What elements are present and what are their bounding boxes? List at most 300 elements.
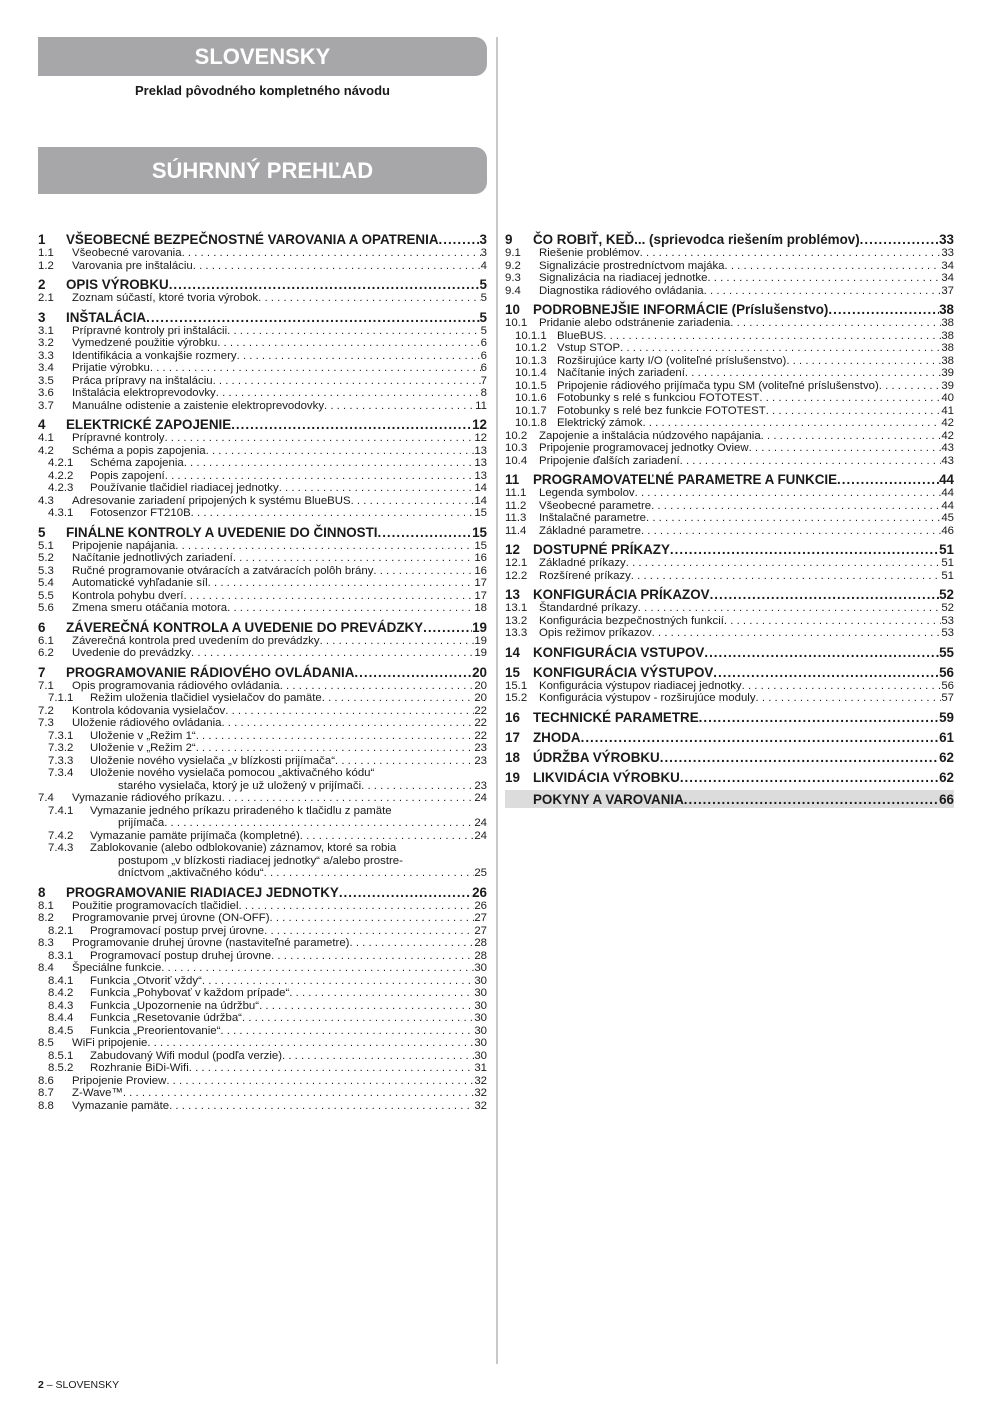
toc-entry-page: 30 (474, 1012, 487, 1024)
toc-entry-number: 8.4.3 (48, 999, 74, 1012)
toc-leader-dots (761, 430, 942, 443)
toc-section-entry[interactable] (505, 627, 954, 640)
toc-entry-title: Špeciálne funkcie (72, 962, 162, 974)
toc-section-entry[interactable] (505, 285, 954, 298)
toc-section-entry[interactable] (38, 647, 487, 660)
toc-section-entry[interactable] (38, 432, 487, 445)
toc-entry-page: 33 (941, 247, 954, 259)
toc-entry-title: ZHODA (533, 729, 581, 745)
toc-entry-title: Všeobecné parametre (539, 499, 652, 512)
toc-section-entry[interactable] (38, 692, 487, 705)
toc-entry-last-line (38, 780, 487, 793)
toc-entry-page: 56 (939, 664, 954, 680)
toc-section-entry[interactable] (38, 962, 487, 975)
toc-entry-title: ČO ROBIŤ, KEĎ... (sprievodca riešením problémov) (533, 232, 860, 247)
toc-entry-number: 8.4 (38, 962, 54, 974)
toc-section-entry[interactable] (38, 950, 487, 963)
toc-entry-page: 38 (941, 317, 954, 329)
toc-leader-dots (759, 392, 941, 405)
toc-entry-page: 53 (941, 627, 954, 639)
toc-entry-number: 7.2 (38, 704, 54, 717)
toc-leader-dots (227, 602, 474, 615)
toc-section-entry[interactable] (38, 445, 487, 458)
toc-section-entry[interactable] (505, 367, 954, 380)
toc-leader-dots (169, 1100, 474, 1113)
toc-entry-number: 1.1 (38, 247, 54, 259)
toc-entry-title: Identifikácia a vonkajšie rozmery (72, 349, 237, 362)
toc-entry-page: 17 (474, 577, 487, 589)
toc-leader-dots (222, 792, 475, 805)
toc-section-entry[interactable] (38, 247, 487, 260)
toc-chapter-entry[interactable] (38, 885, 487, 900)
toc-chapter-entry[interactable] (505, 302, 954, 317)
toc-section-entry[interactable] (38, 975, 487, 988)
toc-leader-dots (165, 470, 475, 483)
toc-leader-dots (680, 455, 942, 468)
toc-entry-page: 4 (480, 259, 487, 272)
toc-entry-number: 8.5.1 (48, 1049, 74, 1062)
toc-entry-number: 7.3.4 (48, 767, 74, 779)
toc-entry-last-line (38, 867, 487, 880)
toc-entry-number: 15 (505, 664, 520, 680)
toc-entry-title: Fotosenzor FT210B (90, 507, 191, 519)
toc-entry-page: 5 (480, 292, 487, 304)
toc-entry-number: 5.4 (38, 577, 54, 589)
toc-section-entry[interactable] (38, 482, 487, 495)
toc-leader-dots (660, 750, 939, 765)
toc-leader-dots (724, 615, 941, 628)
toc-entry-title: KONFIGURÁCIA VSTUPOV (533, 644, 705, 660)
toc-entry-title: Uloženie v „Režim 1“ (90, 729, 196, 742)
toc-leader-dots (642, 417, 941, 430)
toc-section-entry[interactable] (505, 602, 954, 615)
toc-section-entry[interactable] (38, 705, 487, 718)
toc-entry-title: Zabudovaný Wifi modul (podľa verzie) (90, 1049, 282, 1062)
toc-leader-dots (242, 1012, 474, 1025)
toc-chapter-entry[interactable] (505, 645, 954, 660)
toc-section-entry[interactable] (38, 900, 487, 913)
toc-entry-number: 4.1 (38, 432, 54, 444)
toc-leader-dots (439, 232, 480, 247)
toc-section-entry[interactable] (505, 247, 954, 260)
toc-section-entry[interactable] (38, 387, 487, 400)
toc-entry-title: TECHNICKÉ PARAMETRE (533, 709, 699, 725)
toc-entry-number: 7.4.1 (48, 804, 74, 817)
toc-entry-title: Kontrola pohybu dverí (72, 589, 184, 602)
toc-leader-dots (670, 542, 939, 557)
toc-entry-title: Vstup STOP (557, 342, 621, 354)
toc-entry-number: 7.1 (38, 679, 54, 692)
toc-chapter-entry[interactable] (505, 710, 954, 725)
toc-section-entry[interactable] (38, 470, 487, 483)
toc-chapter-entry[interactable] (505, 665, 954, 680)
toc-entry-title: Konfigurácia výstupov - rozširujúce moduly (539, 692, 756, 704)
toc-leader-dots (169, 277, 480, 292)
toc-entry-number: 7.1.1 (48, 692, 74, 704)
toc-section-entry[interactable] (505, 260, 954, 273)
toc-section-entry[interactable] (505, 405, 954, 418)
toc-chapter-entry[interactable] (505, 232, 954, 247)
toc-section-entry[interactable] (38, 830, 487, 843)
toc-entry-number: 15.2 (505, 692, 528, 704)
toc-leader-dots (749, 442, 942, 455)
toc-entry-title: Konfigurácia bezpečnostných funkcií (539, 614, 724, 627)
toc-entry-page: 30 (474, 962, 487, 974)
toc-entry-page: 25 (474, 867, 487, 879)
toc-leader-dots (280, 680, 475, 693)
toc-section-entry[interactable] (505, 692, 954, 705)
toc-section-entry[interactable] (38, 717, 487, 730)
toc-section-entry[interactable] (505, 525, 954, 538)
toc-section-entry[interactable] (38, 1012, 487, 1025)
toc-section-entry[interactable] (505, 615, 954, 628)
toc-leader-dots (879, 380, 942, 393)
toc-section-entry[interactable] (38, 590, 487, 603)
toc-chapter-entry[interactable] (505, 542, 954, 557)
toc-entry-page: 6 (480, 362, 487, 374)
toc-section-entry[interactable] (505, 417, 954, 430)
toc-section-entry[interactable] (38, 742, 487, 755)
toc-entry-page: 45 (941, 512, 954, 524)
toc-entry-page: 12 (472, 417, 487, 432)
toc-section-entry[interactable] (505, 487, 954, 500)
toc-entry-number: 8.2.1 (48, 924, 74, 937)
toc-entry-title: Kontrola kódovania vysielačov (72, 704, 226, 717)
toc-leader-dots (354, 665, 472, 680)
toc-leader-dots (279, 482, 475, 495)
toc-entry-number: 3.6 (38, 387, 54, 399)
toc-entry-title: Automatické vyhľadanie síl (72, 577, 208, 589)
toc-entry-title: LIKVIDÁCIA VÝROBKU (533, 769, 680, 785)
toc-section-entry[interactable] (38, 635, 487, 648)
toc-leader-dots (423, 620, 472, 635)
toc-entry-number: 8.6 (38, 1074, 54, 1087)
toc-leader-dots (264, 867, 475, 880)
toc-entry-number: 11 (505, 472, 520, 487)
toc-chapter-entry[interactable] (505, 730, 954, 745)
toc-entry-title: Fotobunky s relé bez funkcie FOTOTEST (557, 404, 766, 417)
toc-leader-dots (202, 975, 474, 988)
toc-section-entry[interactable] (38, 400, 487, 413)
toc-section-entry[interactable] (38, 507, 487, 520)
toc-leader-dots (161, 962, 474, 975)
toc-leader-dots (704, 285, 942, 298)
toc-entry-title: Signalizácie prostredníctvom majáka (539, 259, 725, 272)
page-footer (38, 1379, 119, 1391)
toc-section-entry[interactable] (38, 755, 487, 768)
toc-leader-dots (640, 247, 942, 260)
toc-entry-page: 20 (472, 664, 487, 680)
toc-entry-page: 13 (474, 457, 487, 469)
toc-chapter-entry[interactable] (38, 417, 487, 432)
toc-entry-title: Rozhranie BiDi-Wifi (90, 1062, 189, 1074)
toc-entry-title: Signalizácia na riadiacej jednotke (539, 272, 708, 284)
toc-leader-dots (742, 680, 942, 693)
toc-entry-continuation: dníctvom „aktivačného kódu“ (118, 867, 264, 879)
toc-section-entry[interactable] (38, 1087, 487, 1100)
toc-entry-number: 10.1.5 (515, 379, 547, 392)
toc-chapter-entry[interactable] (505, 750, 954, 765)
toc-entry-page: 37 (941, 284, 954, 297)
toc-chapter-entry[interactable] (505, 790, 954, 808)
toc-entry-title: Pridanie alebo odstránenie zariadenia (539, 317, 731, 329)
toc-entry-page: 30 (474, 974, 487, 987)
toc-section-entry[interactable] (505, 355, 954, 368)
toc-entry-title: Funkcia „Preorientovanie“ (90, 1024, 221, 1037)
toc-entry-page: 19 (474, 634, 487, 647)
toc-section-entry[interactable] (38, 457, 487, 470)
toc-section-entry[interactable] (38, 577, 487, 590)
toc-section-entry[interactable] (38, 1037, 487, 1050)
toc-section-entry[interactable] (38, 925, 487, 938)
toc-entry-number: 10.1.8 (515, 417, 547, 429)
toc-section-entry[interactable] (505, 430, 954, 443)
toc-entry-number: 12.2 (505, 569, 528, 582)
toc-section-entry[interactable] (38, 1050, 487, 1063)
toc-leader-dots (191, 647, 474, 660)
toc-entry-page: 20 (474, 679, 487, 692)
toc-entry-title: Vymedzené použitie výrobku (72, 337, 218, 349)
toc-leader-dots (206, 445, 475, 458)
toc-entry-number: 10.2 (505, 429, 528, 442)
footer-language: SLOVENSKY (55, 1379, 120, 1391)
toc-leader-dots (324, 400, 475, 413)
toc-entry-page: 23 (474, 754, 487, 767)
toc-entry-number: 13.1 (505, 602, 528, 614)
toc-leader-dots (320, 635, 475, 648)
toc-leader-dots (626, 557, 942, 570)
language-banner: SLOVENSKY (38, 37, 487, 76)
toc-section-entry[interactable] (38, 1062, 487, 1075)
toc-entry-title: Programovanie druhej úrovne (nastaviteľné parametre) (72, 937, 350, 949)
toc-section-entry[interactable] (505, 392, 954, 405)
toc-entry-title: Uloženie nového vysielača pomocou „aktivačného kódu“ (90, 767, 375, 779)
toc-section-entry[interactable] (505, 380, 954, 393)
toc-entry-number: 3 (38, 309, 46, 325)
toc-chapter-entry[interactable] (38, 665, 487, 680)
toc-leader-dots (860, 232, 939, 247)
toc-section-entry[interactable] (38, 730, 487, 743)
toc-section-entry[interactable] (505, 330, 954, 343)
toc-entry-page: 16 (474, 564, 487, 577)
toc-section-entry[interactable] (505, 570, 954, 583)
toc-section-entry[interactable] (38, 1000, 487, 1013)
toc-entry-title: INŠTALÁCIA (66, 309, 147, 325)
toc-entry-number: 7 (38, 664, 46, 680)
toc-entry-page: 7 (480, 374, 487, 387)
toc-entry-number: 4 (38, 417, 46, 432)
toc-chapter-entry[interactable] (38, 620, 487, 635)
toc-entry-number: 10.3 (505, 442, 528, 454)
toc-entry-number: 7.4.2 (48, 829, 74, 842)
toc-entry-title: Opis režimov príkazov (539, 627, 652, 639)
toc-entry-page: 38 (939, 302, 954, 317)
toc-entry-number: 17 (505, 729, 520, 745)
toc-entry-number: 8 (38, 884, 46, 900)
toc-entry-number: 15.1 (505, 679, 528, 692)
toc-section-entry[interactable] (38, 337, 487, 350)
toc-section-entry[interactable] (38, 540, 487, 553)
toc-leader-dots (270, 912, 475, 925)
toc-section-entry[interactable] (505, 512, 954, 525)
toc-section-entry[interactable] (38, 1100, 487, 1113)
toc-section-entry[interactable] (505, 272, 954, 285)
toc-section-entry[interactable] (505, 500, 954, 513)
toc-section-entry[interactable] (38, 292, 487, 305)
toc-section-entry[interactable] (38, 375, 487, 388)
toc-entry-page: 28 (474, 949, 487, 962)
toc-entry-number: 8.3 (38, 937, 54, 949)
toc-entry-page: 6 (480, 349, 487, 362)
toc-entry-page: 53 (941, 614, 954, 627)
toc-leader-dots (684, 792, 939, 807)
toc-chapter-entry[interactable] (38, 310, 487, 325)
toc-entry-page: 32 (474, 1087, 487, 1099)
toc-section-entry[interactable] (505, 455, 954, 468)
toc-leader-dots (191, 507, 475, 520)
toc-leader-dots (685, 367, 941, 380)
toc-entry-first-line (38, 767, 487, 780)
toc-entry-page: 24 (474, 792, 487, 804)
toc-entry-number: 16 (505, 709, 520, 725)
toc-entry-number: 7.4 (38, 792, 54, 804)
toc-chapter-entry[interactable] (505, 587, 954, 602)
toc-chapter-entry[interactable] (505, 472, 954, 487)
toc-leader-dots (271, 950, 474, 963)
toc-leader-dots (699, 710, 939, 725)
toc-entry-number: 11.2 (505, 499, 527, 512)
toc-entry-page: 22 (474, 717, 487, 729)
toc-entry-title: Základné príkazy (539, 557, 626, 569)
toc-entry-title: KONFIGURÁCIA VÝSTUPOV (533, 664, 714, 680)
toc-entry-number: 19 (505, 769, 520, 785)
toc-entry-page: 3 (480, 247, 487, 259)
toc-entry-number: 8.7 (38, 1087, 54, 1099)
toc-entry-title: OPIS VÝROBKU (66, 277, 169, 292)
toc-entry-title: Popis zapojení (90, 469, 165, 482)
toc-entry-last-line (38, 817, 487, 830)
toc-entry-number: 13.2 (505, 614, 528, 627)
toc-section-entry[interactable] (38, 912, 487, 925)
toc-chapter-entry[interactable] (38, 525, 487, 540)
toc-section-entry[interactable] (38, 842, 487, 880)
toc-entry-title: Legenda symbolov (539, 487, 635, 499)
toc-entry-page: 20 (474, 692, 487, 704)
toc-entry-title: Zmena smeru otáčania motora (72, 602, 228, 614)
toc-leader-dots (652, 627, 942, 640)
toc-entry-number: 10.4 (505, 454, 528, 467)
toc-entry-page: 13 (474, 444, 487, 457)
toc-entry-number: 10.1.3 (515, 354, 547, 367)
toc-leader-dots (351, 495, 475, 508)
toc-entry-title: Používanie tlačidiel riadiacej jednotky (90, 482, 279, 494)
toc-leader-dots (146, 310, 479, 325)
toc-entry-page: 18 (474, 602, 487, 614)
toc-entry-page: 38 (941, 329, 954, 342)
toc-entry-title: Varovania pre inštaláciu (72, 259, 193, 272)
toc-chapter-entry[interactable] (505, 770, 954, 785)
toc-section-entry[interactable] (38, 495, 487, 508)
toc-entry-page: 46 (941, 524, 954, 537)
toc-section-entry[interactable] (38, 680, 487, 693)
toc-section-entry[interactable] (38, 805, 487, 830)
toc-leader-dots (184, 457, 475, 470)
toc-entry-page: 43 (941, 454, 954, 467)
toc-entry-number: 13.3 (505, 627, 528, 639)
document-subtitle: Preklad pôvodného kompletného návodu (135, 83, 390, 98)
toc-leader-dots (147, 1037, 474, 1050)
toc-entry-page: 22 (474, 704, 487, 717)
toc-entry-number: 3.2 (38, 337, 54, 349)
toc-entry-number: 7.3 (38, 717, 54, 729)
toc-section-entry[interactable] (38, 325, 487, 338)
toc-entry-title: Načítanie jednotlivých zariadení (72, 552, 233, 564)
toc-leader-dots (756, 692, 942, 705)
toc-leader-dots (707, 272, 941, 285)
toc-section-entry[interactable] (505, 680, 954, 693)
toc-chapter-entry[interactable] (38, 232, 487, 247)
toc-entry-page: 30 (474, 1024, 487, 1037)
toc-entry-page: 40 (941, 392, 954, 404)
toc-entry-title: Prípravné kontroly pri inštalácii (72, 324, 228, 337)
toc-entry-title: Prípravné kontroly (72, 432, 165, 444)
toc-leader-dots (282, 1050, 474, 1063)
toc-section-entry[interactable] (38, 987, 487, 1000)
toc-entry-title: FINÁLNE KONTROLY A UVEDENIE DO ČINNOSTI (66, 524, 378, 540)
toc-section-entry[interactable] (38, 552, 487, 565)
toc-leader-dots (183, 590, 474, 603)
toc-section-entry[interactable] (38, 602, 487, 615)
toc-section-entry[interactable] (38, 767, 487, 792)
toc-section-entry[interactable] (38, 260, 487, 273)
toc-leader-dots (220, 1025, 474, 1038)
toc-entry-page: 57 (941, 692, 954, 704)
toc-entry-continuation: starého vysielača, ktorý je už uložený v prijímači (118, 779, 362, 792)
toc-leader-dots (373, 565, 474, 578)
toc-entry-title: Pripojenie rádiového prijímača typu SM (voliteľné príslušenstvo) (557, 379, 879, 392)
toc-entry-title: Ručné programovanie otváracích a zatváracích polôh brány (72, 564, 374, 577)
toc-section-entry[interactable] (38, 362, 487, 375)
toc-leader-dots (300, 830, 475, 843)
toc-entry-number: 9.4 (505, 284, 521, 297)
toc-section-entry[interactable] (38, 1075, 487, 1088)
toc-section-entry[interactable] (38, 937, 487, 950)
toc-entry-continuation: prijímača (118, 817, 165, 829)
toc-chapter-entry[interactable] (38, 277, 487, 292)
toc-leader-dots (166, 1075, 474, 1088)
toc-entry-title: Programovanie prvej úrovne (ON-OFF) (72, 912, 270, 924)
toc-entry-title: Uvedenie do prevádzky (72, 647, 192, 659)
toc-entry-title: Funkcia „Upozornenie na údržbu“ (90, 999, 260, 1012)
toc-entry-page: 24 (474, 829, 487, 842)
toc-section-entry[interactable] (38, 1025, 487, 1038)
toc-section-entry[interactable] (38, 350, 487, 363)
toc-section-entry[interactable] (505, 342, 954, 355)
toc-section-entry[interactable] (505, 557, 954, 570)
toc-section-entry[interactable] (505, 442, 954, 455)
toc-leader-dots (264, 925, 474, 938)
toc-section-entry[interactable] (505, 317, 954, 330)
toc-entry-title: Elektrický zámok (557, 417, 643, 429)
toc-entry-page: 23 (474, 779, 487, 792)
toc-entry-title: Základné parametre (539, 524, 641, 537)
toc-entry-number: 5.6 (38, 602, 54, 614)
toc-entry-title: Zapojenie a inštalácia núdzového napájania (539, 429, 761, 442)
toc-section-entry[interactable] (38, 565, 487, 578)
toc-section-entry[interactable] (38, 792, 487, 805)
toc-entry-number: 11.4 (505, 524, 527, 537)
toc-entry-page: 34 (941, 259, 954, 272)
